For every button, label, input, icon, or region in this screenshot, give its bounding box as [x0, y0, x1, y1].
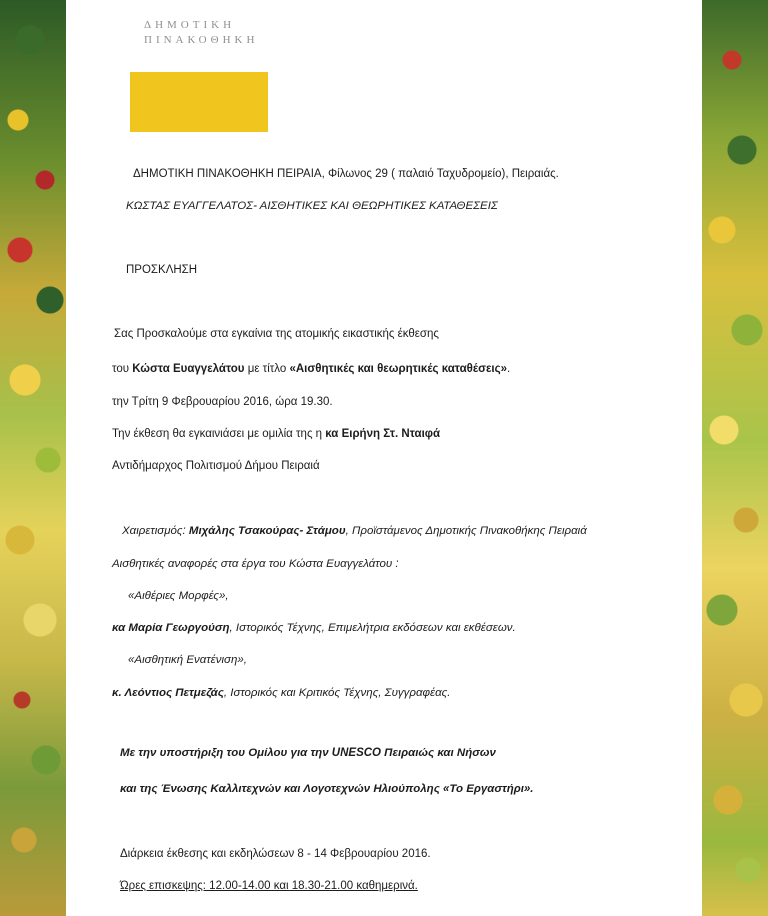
opener-name: κα Ειρήνη Στ. Νταιφά	[325, 428, 441, 440]
greeting-line: Χαιρετισμός: Μιχάλης Τσακούρας- Στάμου, Προϊστάμενος Δημοτικής Πινακοθήκης Πειραιά	[122, 525, 587, 537]
references-line: Αισθητικές αναφορές στα έργα του Κώστα Ευαγγελάτου :	[112, 558, 399, 570]
exhibition-title: ΚΩΣΤΑΣ ΕΥΑΓΓΕΛΑΤΟΣ- ΑΙΣΘΗΤΙΚΕΣ ΚΑΙ ΘΕΩΡΗΤΙΚΕΣ ΚΑΤΑΘΕΣΕΙΣ	[126, 200, 498, 212]
decorative-painting-right	[702, 0, 768, 916]
artist-name: Κώστα Ευαγγελάτου	[132, 363, 245, 375]
logo-yellow-bar	[130, 72, 268, 132]
invitation-line-4: Την έκθεση θα εγκαινιάσει με ομιλία της η κα Ειρήνη Στ. Νταιφά	[112, 428, 441, 440]
speaker-1-line: κα Μαρία Γεωργούση, Ιστορικός Τέχνης, Επιμελήτρια εκδόσεων και εκθέσεων.	[112, 622, 516, 634]
venue-line: ΔΗΜΟΤΙΚΗ ΠΙΝΑΚΟΘΗΚΗ ΠΕΙΡΑΙΑ, Φίλωνος 29 ( παλαιό Ταχυδρομείο), Πειραιάς.	[133, 168, 559, 180]
talk-2-title: «Αισθητική Ενατένιση»,	[128, 654, 247, 666]
invitation-line-1: Σας Προσκαλούμε στα εγκαίνια της ατομικής εικαστικής έκθεσης	[114, 328, 439, 340]
support-line-2: και της Ένωσης Καλλιτεχνών και Λογοτεχνών Ηλιούπολης «Το Εργαστήρι».	[120, 783, 534, 795]
gallery-logo	[130, 14, 268, 120]
speaker-1-name: κα Μαρία Γεωργούση	[112, 622, 230, 634]
opening-date: την Τρίτη 9 Φεβρουαρίου 2016, ώρα 19.30.	[112, 396, 333, 408]
opener-role: Αντιδήμαρχος Πολιτισμού Δήμου Πειραιά	[112, 460, 320, 472]
visiting-hours: Ώρες επισκεψης: 12.00-14.00 και 18.30-21.00 καθημερινά.	[120, 880, 418, 892]
invitation-line-2: του Κώστα Ευαγγελάτου με τίτλο «Αισθητικές και θεωρητικές καταθέσεις».	[112, 363, 511, 375]
logo-text: ΔΗΜΟΤΙΚΗ ΠΙΝΑΚΟΘΗΚΗ	[144, 19, 259, 46]
support-line-1: Με την υποστήριξη του Ομίλου για την UNESCO Πειραιώς και Νήσων	[120, 747, 496, 759]
speaker-2-name: κ. Λεόντιος Πετμεζάς	[112, 687, 224, 699]
exhibition-duration: Διάρκεια έκθεσης και εκδηλώσεων 8 - 14 Φεβρουαρίου 2016.	[120, 848, 431, 860]
greeting-speaker: Μιχάλης Τσακούρας- Στάμου	[188, 525, 346, 537]
invitation-heading: ΠΡΟΣΚΛΗΣΗ	[126, 264, 198, 276]
talk-1-title: «Αιθέριες Μορφές»,	[128, 590, 229, 602]
speaker-2-line: κ. Λεόντιος Πετμεζάς, Ιστορικός και Κριτικός Τέχνης, Συγγραφέας.	[112, 687, 451, 699]
decorative-painting-left	[0, 0, 66, 916]
exhibition-name: «Αισθητικές και θεωρητικές καταθέσεις»	[289, 363, 507, 375]
